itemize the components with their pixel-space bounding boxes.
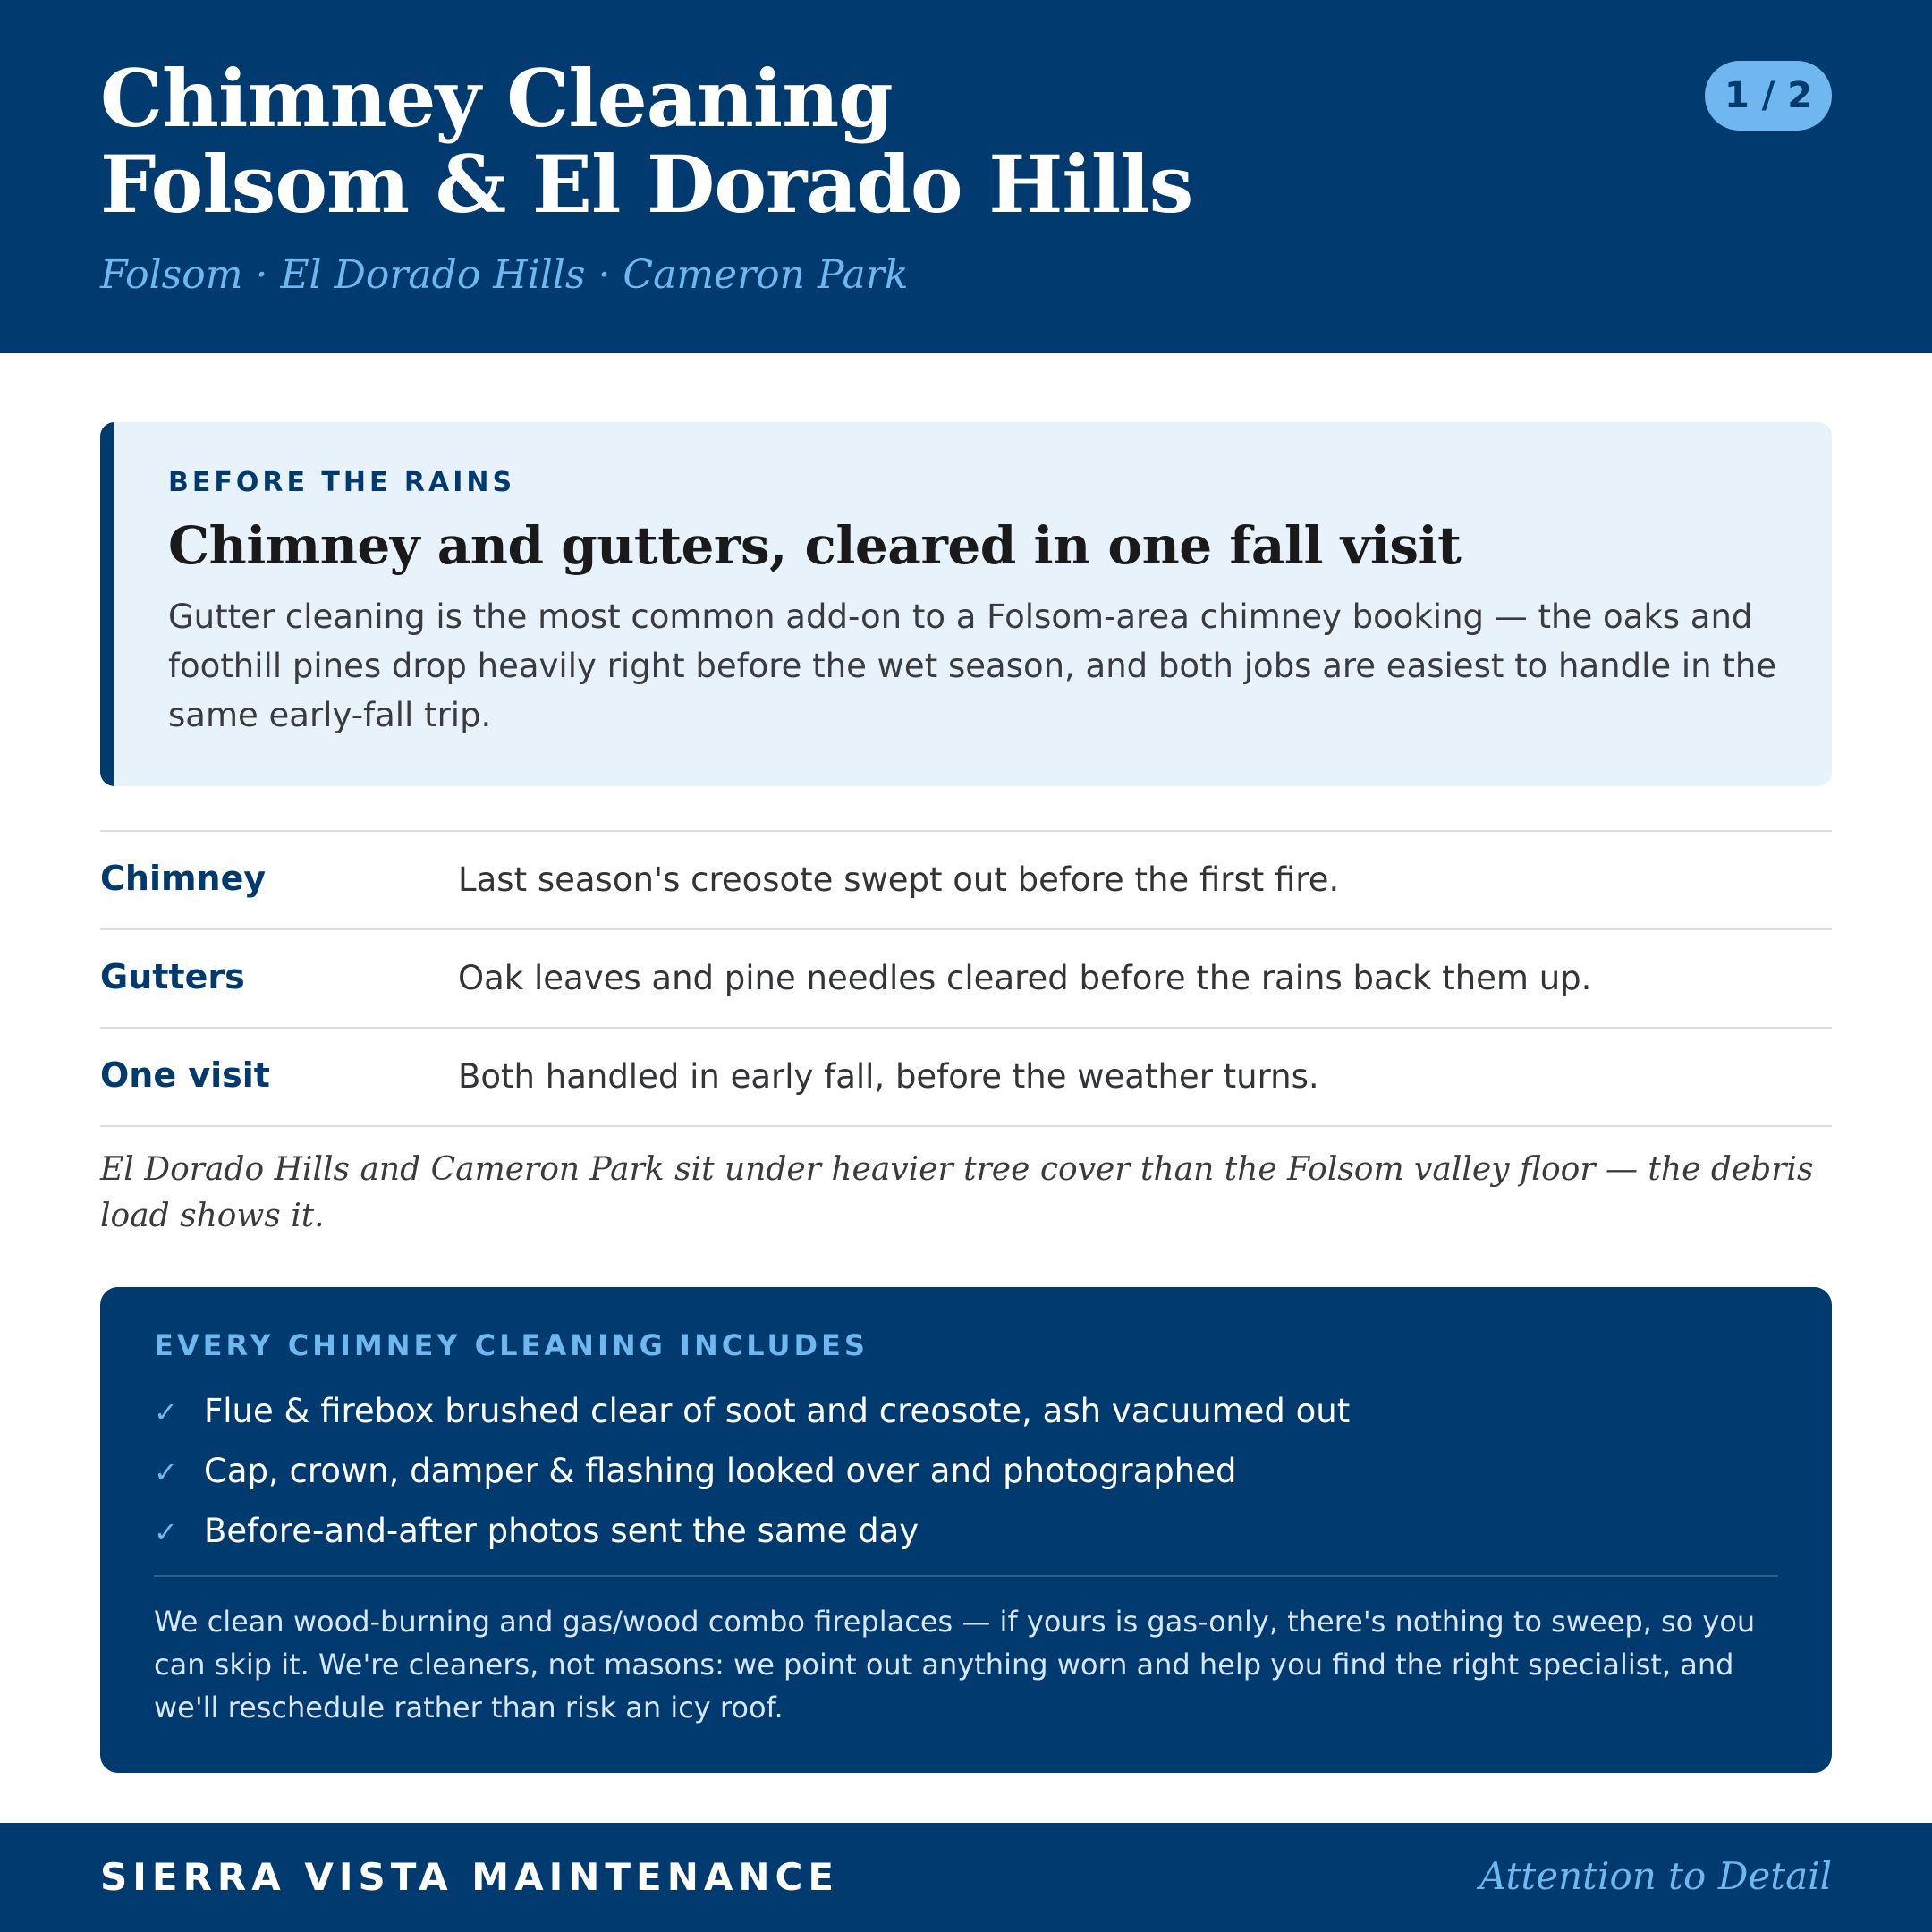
list-item (154, 1445, 1782, 1505)
table-row (100, 1029, 1832, 1127)
page-indicator-badge: 1 / 2 (1705, 61, 1832, 131)
includes-list (154, 1385, 1782, 1565)
row-value-gutters: Oak leaves and pine needles cleared before the rains back them up. (458, 959, 1592, 997)
tree-cover-note: El Dorado Hills and Cameron Park sit under heavier tree cover than the Folsom valley floor — the debris load shows it. (100, 1151, 1814, 1234)
row-label-chimney: Chimney (100, 859, 267, 898)
page-title (100, 52, 1442, 231)
page-footer (0, 1823, 1932, 1932)
before-the-rains-callout (100, 422, 1832, 786)
include-item-text: Cap, crown, damper & flashing looked over and photographed (204, 1452, 1237, 1490)
callout-eyebrow: BEFORE THE RAINS (168, 467, 516, 498)
page-header (0, 0, 1932, 353)
callout-accent-bar (100, 422, 114, 786)
row-value-chimney: Last season's creosote swept out before the first fire. (458, 860, 1340, 899)
list-item (154, 1505, 1782, 1565)
list-item (154, 1385, 1782, 1445)
row-label-gutters: Gutters (100, 957, 245, 996)
include-item-text: Flue & firebox brushed clear of soot and creosote, ash vacuumed out (204, 1392, 1351, 1430)
checkmark-icon: ✓ (154, 1515, 178, 1549)
row-value-one-visit: Both handled in early fall, before the weather turns. (458, 1057, 1319, 1096)
callout-heading: Chimney and gutters, cleared in one fall visit (168, 515, 1462, 576)
row-label-one-visit: One visit (100, 1055, 270, 1095)
includes-panel (100, 1287, 1832, 1773)
title-line-2: Folsom & El Dorado Hills (100, 138, 1193, 231)
title-line-1: Chimney Cleaning (100, 52, 893, 145)
service-table (100, 830, 1832, 1127)
checkmark-icon: ✓ (154, 1455, 178, 1489)
service-areas-subtitle: Folsom · El Dorado Hills · Cameron Park (100, 252, 909, 298)
include-item-text: Before-and-after photos sent the same day (204, 1512, 919, 1550)
checkmark-icon: ✓ (154, 1395, 178, 1429)
brand-tagline: Attention to Detail (1479, 1854, 1832, 1898)
includes-heading: EVERY CHIMNEY CLEANING INCLUDES (154, 1328, 869, 1362)
callout-body: Gutter cleaning is the most common add-on to a Folsom-area chimney booking — the oaks and foothill pines drop heavily right before the wet season, and both jobs are easiest to handle in the same early-fall trip. (168, 597, 1777, 734)
table-row (100, 930, 1832, 1029)
table-row (100, 832, 1832, 930)
brand-name: SIERRA VISTA MAINTENANCE (100, 1855, 840, 1899)
includes-disclaimer: We clean wood-burning and gas/wood combo fireplaces — if yours is gas-only, there's nothing to sweep, so you can skip it. We're cleaners, not masons: we point out anything worn and help you find the right specialist, and we'll reschedule rather than risk an icy roof. (154, 1605, 1756, 1724)
includes-divider (154, 1575, 1778, 1577)
